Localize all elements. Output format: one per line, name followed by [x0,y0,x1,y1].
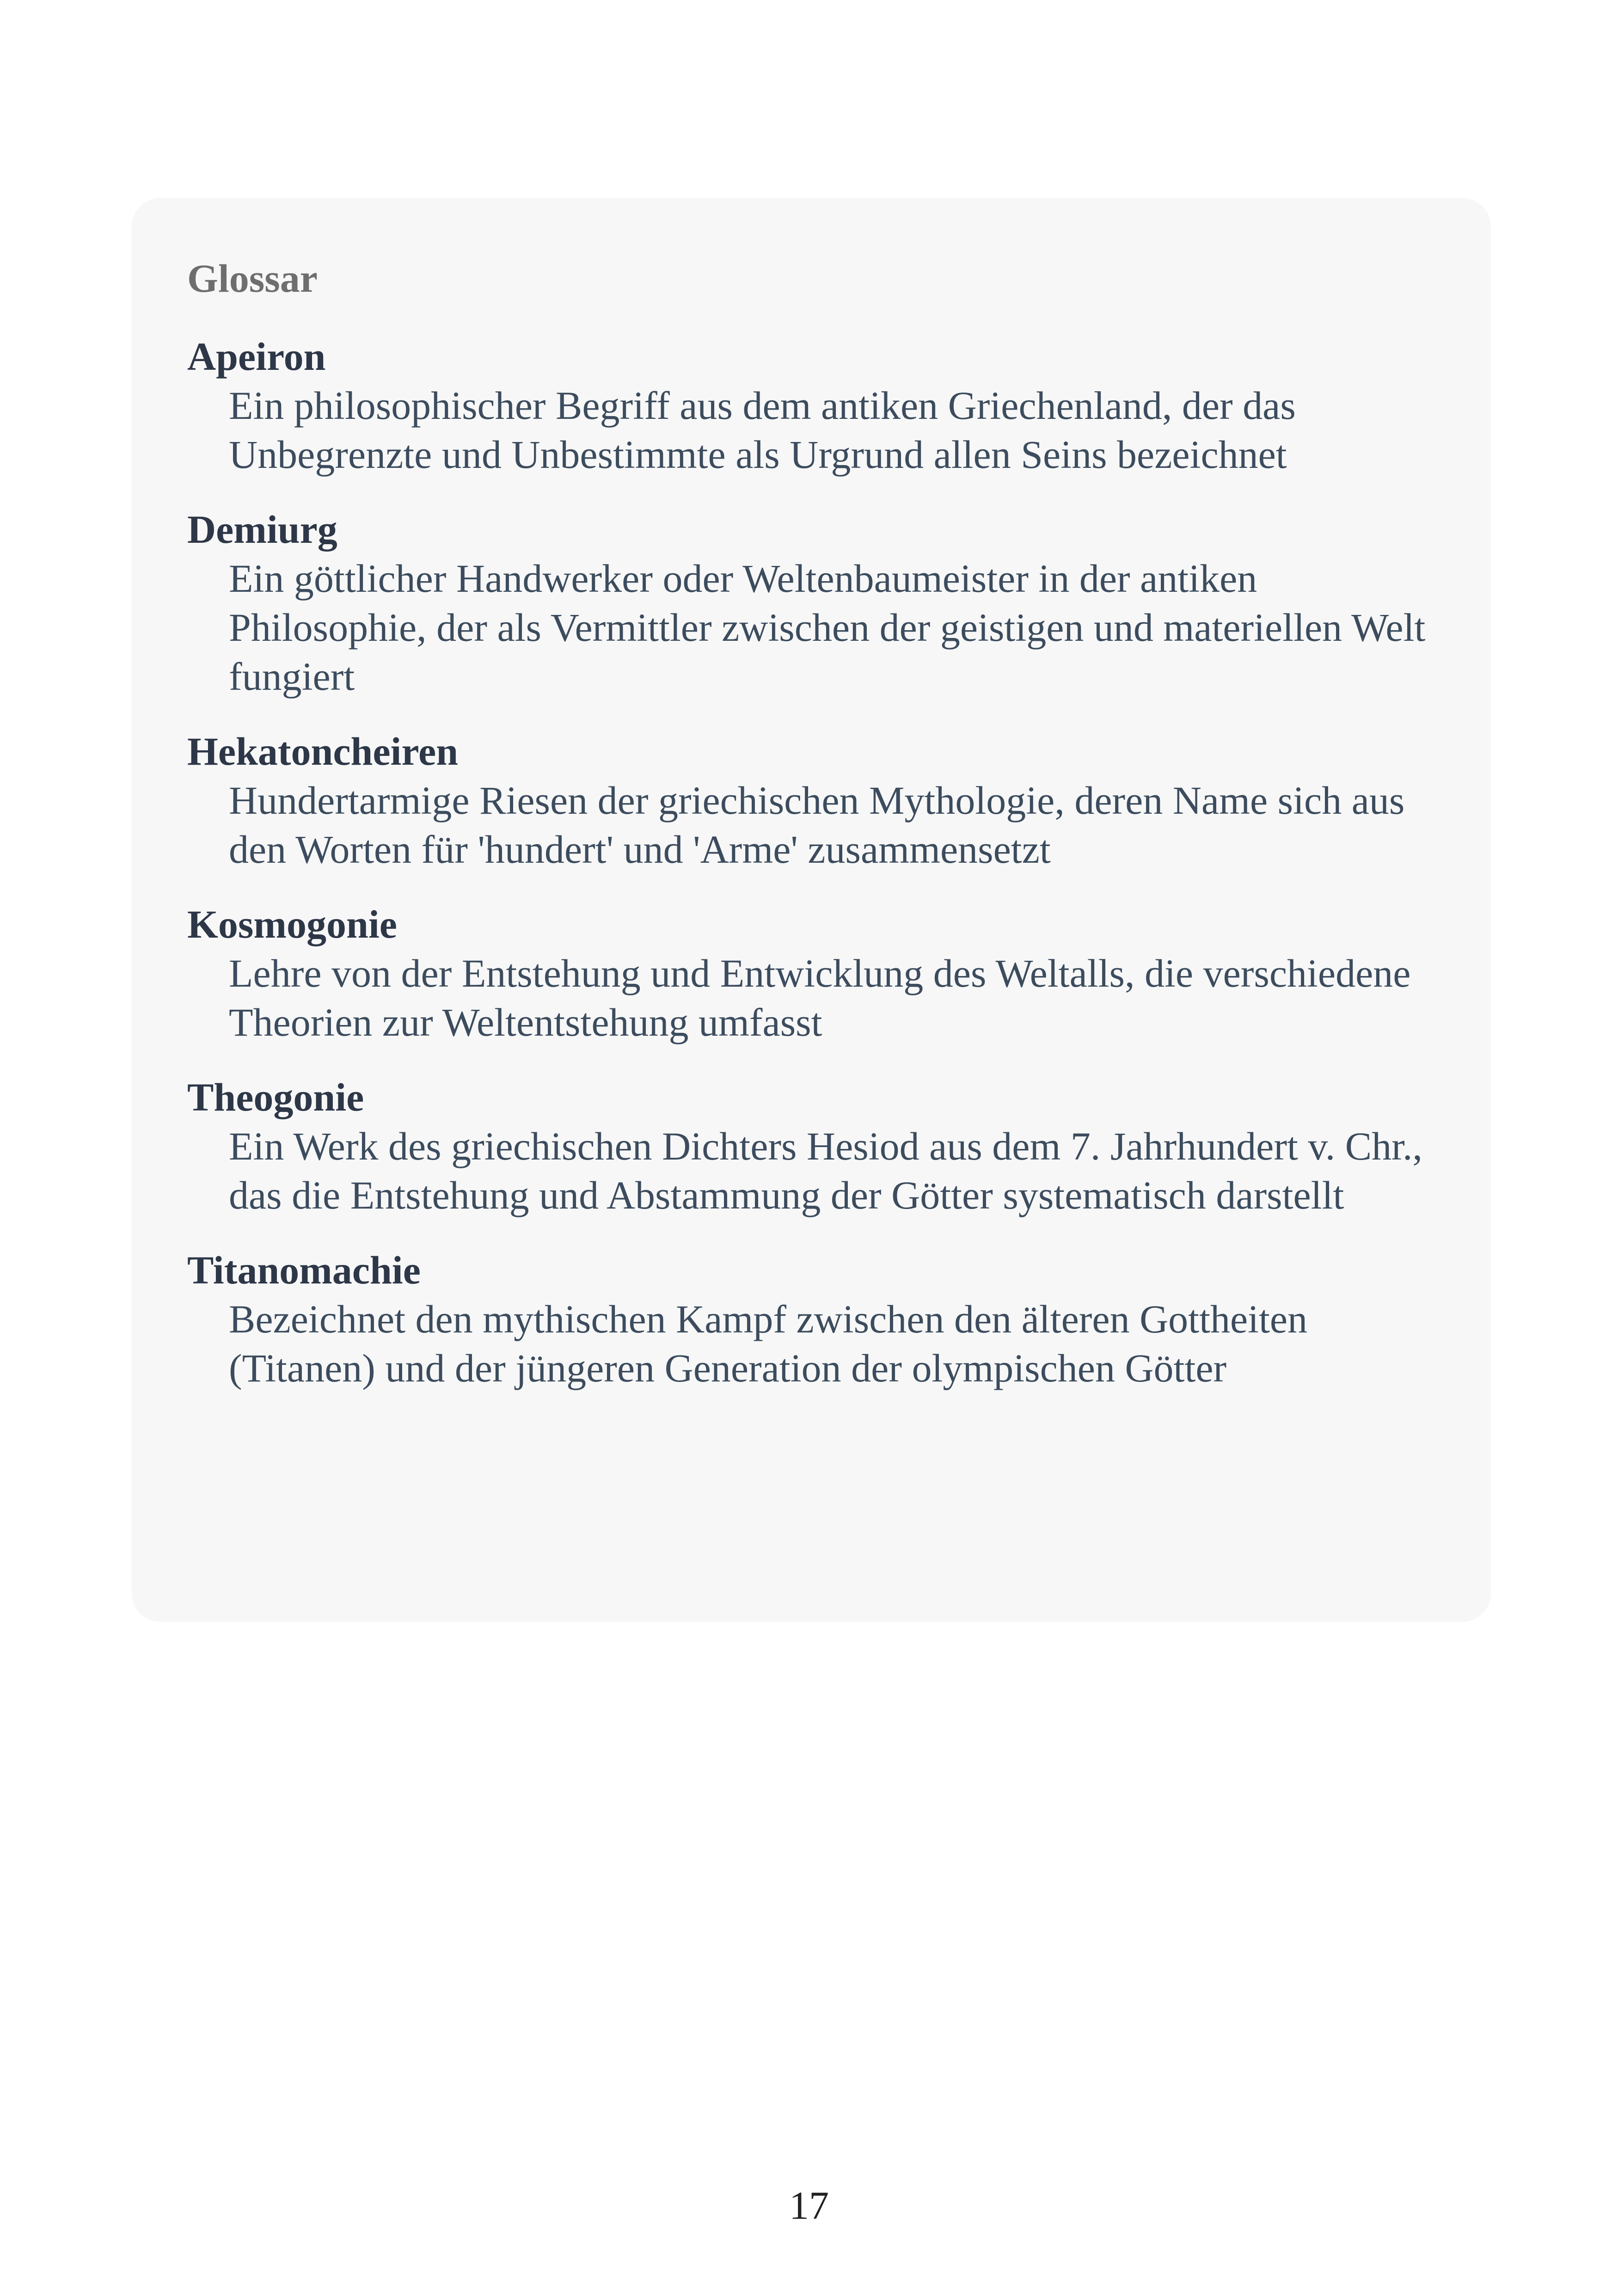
glossary-definition: Bezeichnet den mythischen Kampf zwischen den älteren Gottheiten (Titanen) und der jüngeren Generation der olympischen Götter [229,1297,1308,1390]
glossary-term: Apeiron [187,334,326,379]
glossary-term: Theogonie [187,1075,364,1119]
glossary-entry [187,900,1491,1047]
glossary-term: Titanomachie [187,1248,421,1292]
glossary-title: Glossar [187,256,318,301]
glossary-entry [187,1073,1491,1220]
glossary-term: Hekatoncheiren [187,729,459,774]
glossary-entry [187,332,1491,479]
glossary-entry [187,727,1491,874]
page-number: 17 [789,2183,829,2228]
glossary-definition: Ein göttlicher Handwerker oder Weltenbaumeister in der antiken Philosophie, der als Vermittler zwischen der geistigen und materiellen Welt fungiert [229,556,1426,699]
glossary-term: Demiurg [187,507,337,552]
glossary-definition: Ein philosophischer Begriff aus dem antiken Griechenland, der das Unbegrenzte und Unbestimmte als Urgrund allen Seins bezeichnet [229,383,1296,477]
glossary-entry [187,505,1491,701]
glossary-term: Kosmogonie [187,902,397,946]
glossary-definition: Hundertarmige Riesen der griechischen Mythologie, deren Name sich aus den Worten für 'hundert' und 'Arme' zusammensetzt [229,778,1405,872]
glossary-entry [187,1246,1491,1393]
glossary-entries [187,332,1491,1393]
glossary-definition: Ein Werk des griechischen Dichters Hesiod aus dem 7. Jahrhundert v. Chr., das die Entstehung und Abstammung der Götter systematisch darstellt [229,1124,1423,1217]
glossary-definition: Lehre von der Entstehung und Entwicklung des Weltalls, die verschiedene Theorien zur Weltentstehung umfasst [229,951,1411,1044]
glossary-box [132,198,1491,1622]
